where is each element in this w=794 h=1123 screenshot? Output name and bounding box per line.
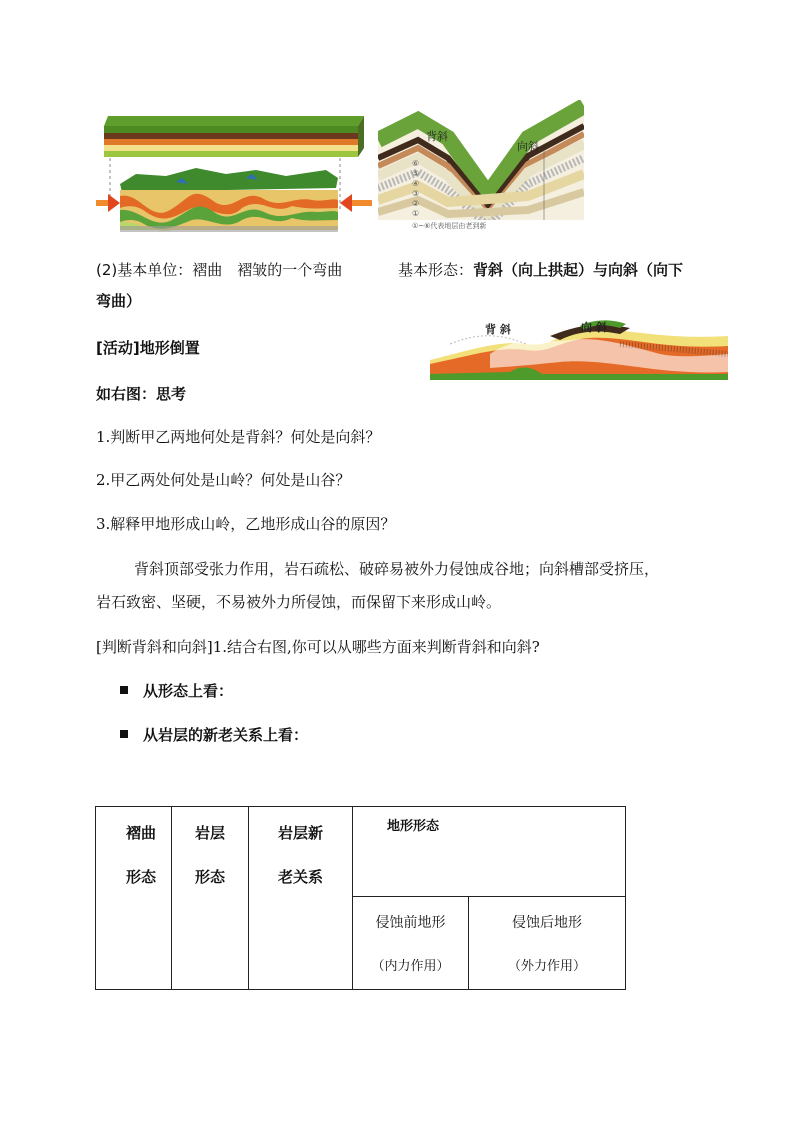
basic-unit-text: (2)基本单位：褶曲 褶皱的一个弯曲	[96, 261, 343, 279]
layer-number-6: ⑥	[412, 159, 420, 168]
basic-form-label: 基本形态：	[398, 261, 474, 279]
fold-label-anticline: 背斜	[426, 130, 448, 143]
table-header-fold-form-2: 形态	[126, 868, 157, 886]
terrain-inversion-diagram	[430, 314, 728, 380]
answer-line-2: 岩石致密、坚硬，不易被外力所侵蚀，而保留下来形成山岭。	[96, 593, 502, 611]
see-right-figure: 如右图：思考	[96, 385, 187, 403]
layer-number-3: ③	[412, 189, 420, 198]
anticline-syncline-diagram	[378, 100, 584, 232]
compression-arrow-right-icon	[340, 194, 372, 212]
table-cell-before-erosion	[353, 897, 469, 990]
table-header-landform: 地形形态	[387, 819, 440, 834]
activity-title: [活动]地形倒置	[96, 339, 200, 357]
basic-form-continuation: 弯曲）	[96, 292, 142, 310]
flat-strata-block	[104, 116, 364, 157]
compression-arrow-left-icon	[96, 194, 120, 212]
terrain-label-syncline: 向 斜	[581, 321, 607, 334]
basic-form-line	[398, 259, 683, 280]
fold-comparison-table	[95, 806, 626, 990]
table-sub-after-erosion: 侵蚀后地形	[512, 915, 582, 931]
table-sub-before-erosion: 侵蚀前地形	[375, 915, 446, 931]
fold-diagram-caption: ①~⑥代表地层由老到新	[412, 222, 487, 230]
table-header-strata-age-2: 老关系	[277, 868, 323, 886]
table-header-strata-age-1: 岩层新	[277, 824, 323, 842]
question-1: 1.判断甲乙两地何处是背斜？何处是向斜？	[96, 428, 381, 446]
basic-unit-line	[96, 259, 342, 280]
judge-question: [判断背斜和向斜]1.结合右图,你可以从哪些方面来判断背斜和向斜?	[96, 638, 540, 656]
terrain-label-anticline: 背 斜	[485, 323, 511, 336]
folded-strata-block	[120, 168, 338, 232]
layer-number-2: ②	[412, 199, 420, 208]
fold-block-diagram	[96, 112, 376, 234]
table-cell-fold-form	[96, 807, 172, 990]
table-sub-before-erosion-note: （内力作用）	[371, 959, 450, 974]
bullet-square-icon	[120, 730, 128, 738]
table-header-fold-form-1: 褶曲	[126, 824, 157, 842]
bullet-item-form: 从形态上看：	[143, 682, 234, 700]
answer-line-1: 背斜顶部受张力作用，岩石疏松、破碎易被外力侵蚀成谷地；向斜槽部受挤压，	[134, 560, 660, 578]
table-header-strata-form-1: 岩层	[194, 824, 225, 842]
bullet-item-strata-age: 从岩层的新老关系上看：	[143, 726, 309, 744]
layer-number-5: ⑤	[412, 169, 420, 178]
layer-number-4: ④	[412, 179, 420, 188]
table-cell-strata-form	[172, 807, 249, 990]
table-sub-after-erosion-note: （外力作用）	[508, 959, 587, 974]
question-3: 3.解释甲地形成山岭，乙地形成山谷的原因？	[96, 515, 396, 533]
bullet-square-icon	[120, 686, 128, 694]
layer-number-1: ①	[412, 209, 420, 218]
table-cell-landform	[353, 807, 626, 897]
table-cell-strata-age	[249, 807, 353, 990]
question-2: 2.甲乙两处何处是山岭？何处是山谷？	[96, 471, 351, 489]
table-cell-after-erosion	[469, 897, 626, 990]
fold-label-syncline: 向斜	[517, 140, 539, 153]
basic-form-value: 背斜（向上拱起）与向斜（向下	[473, 261, 684, 279]
table-header-strata-form-2: 形态	[194, 868, 225, 886]
